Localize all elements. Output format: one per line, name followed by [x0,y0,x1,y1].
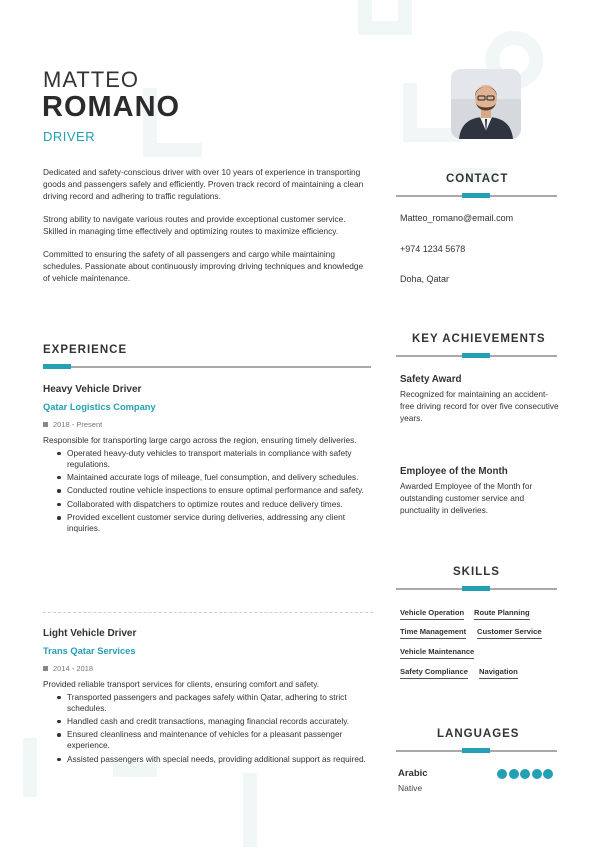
job-bullet: Conducted routine vehicle inspections to ensure optimal performance and safety. [43,485,373,496]
rating-dot [532,769,542,779]
job-role: Light Vehicle Driver [43,628,137,639]
person-portrait-icon [451,69,521,139]
achievements-heading: KEY ACHIEVEMENTS [412,333,546,345]
phone-text: +974 1234 5678 [400,244,466,254]
rating-dot [509,769,519,779]
job-bullet: Maintained accurate logs of mileage, fuel consumption, and delivery schedules. [43,472,373,483]
language-level: Native [398,783,423,793]
contact-accent-bar [462,193,490,198]
achievement-description: Recognized for maintaining an accident-free driving record for over five consecutive years. [400,389,559,424]
achievement-title: Employee of the Month [400,466,508,477]
job-bullets [43,692,373,765]
job-description: Provided reliable transport services for clients, ensuring comfort and safety. [43,679,320,689]
job-dates-text: 2018 - Present [53,420,103,429]
experience-divider [43,366,371,368]
job-bullet: Transported passengers and packages safely within Qatar, adhering to strict schedules. [43,692,373,714]
first-name: MATTEO [43,67,140,92]
achievements-accent-bar [462,353,490,358]
achievement-description: Awarded Employee of the Month for outstanding customer service and punctuality in deliveries. [400,481,533,516]
job-bullet: Operated heavy-duty vehicles to transport materials in compliance with safety regulations. [43,448,373,470]
skills-heading: SKILLS [453,566,500,578]
skill-tag: Navigation [479,667,518,679]
last-name: ROMANO [42,91,181,123]
job-title: DRIVER [43,129,96,144]
achievement-title: Safety Award [400,374,462,385]
location-text: Doha, Qatar [400,274,450,284]
skill-tag: Vehicle Maintenance [400,647,474,659]
profile-summary [43,166,371,295]
calendar-icon [43,666,48,671]
skill-tag: Safety Compliance [400,667,468,679]
language-name: Arabic [398,768,428,779]
job-description: Responsible for transporting large cargo across the region, ensuring timely deliveries. [43,435,357,445]
profile-photo [451,69,521,139]
experience-entry [43,628,373,767]
job-bullet: Collaborated with dispatchers to optimize routes and reduce delivery times. [43,499,373,510]
languages-accent-bar [462,748,490,753]
experience-accent-bar [43,364,71,369]
summary-paragraph: Committed to ensuring the safety of all passengers and cargo while maintaining schedules. Passionate about continuously improving driving techniques and knowledge of vehicle maintenance. [43,249,364,283]
job-bullet: Handled cash and credit transactions, managing financial records accurately. [43,716,373,727]
job-dates [43,420,373,429]
job-bullets [43,448,373,535]
company-name: Qatar Logistics Company [43,402,156,412]
skill-tag: Customer Service [477,627,542,639]
achievement-item [400,466,560,517]
experience-heading: EXPERIENCE [43,344,128,356]
job-dates [43,664,373,673]
languages-heading: LANGUAGES [437,728,520,740]
job-bullet: Ensured cleanliness and maintenance of vehicles for a pleasant passenger experience. [43,729,373,751]
contact-heading: CONTACT [446,173,509,185]
skill-tag: Vehicle Operation [400,608,464,620]
skills-accent-bar [462,586,490,591]
job-bullet: Provided excellent customer service during deliveries, addressing any client inquiries. [43,512,373,534]
experience-entry [43,384,373,536]
achievement-item [400,374,560,425]
job-bullet: Assisted passengers with special needs, providing additional support as required. [43,754,373,765]
rating-dot [520,769,530,779]
summary-paragraph: Strong ability to navigate various routes and provide exceptional customer service. Skilled in managing time effectively and optimizing routes to maximize efficiency. [43,214,346,236]
job-dates-text: 2014 - 2018 [53,664,94,673]
entry-separator [43,612,373,613]
rating-dot [497,769,507,779]
summary-paragraph: Dedicated and safety-conscious driver with over 10 years of experience in transporting goods and passengers safely and efficiently. Proven track record of maintaining a clean driving record and adhering to traffic regulations. [43,167,364,201]
company-name: Trans Qatar Services [43,646,136,656]
calendar-icon [43,422,48,427]
skill-tag: Time Management [400,627,466,639]
rating-dot [543,769,553,779]
email-text[interactable]: Matteo_romano@email.com [400,213,514,223]
skill-tag: Route Planning [474,608,530,620]
job-role: Heavy Vehicle Driver [43,384,142,395]
language-rating [497,769,555,779]
